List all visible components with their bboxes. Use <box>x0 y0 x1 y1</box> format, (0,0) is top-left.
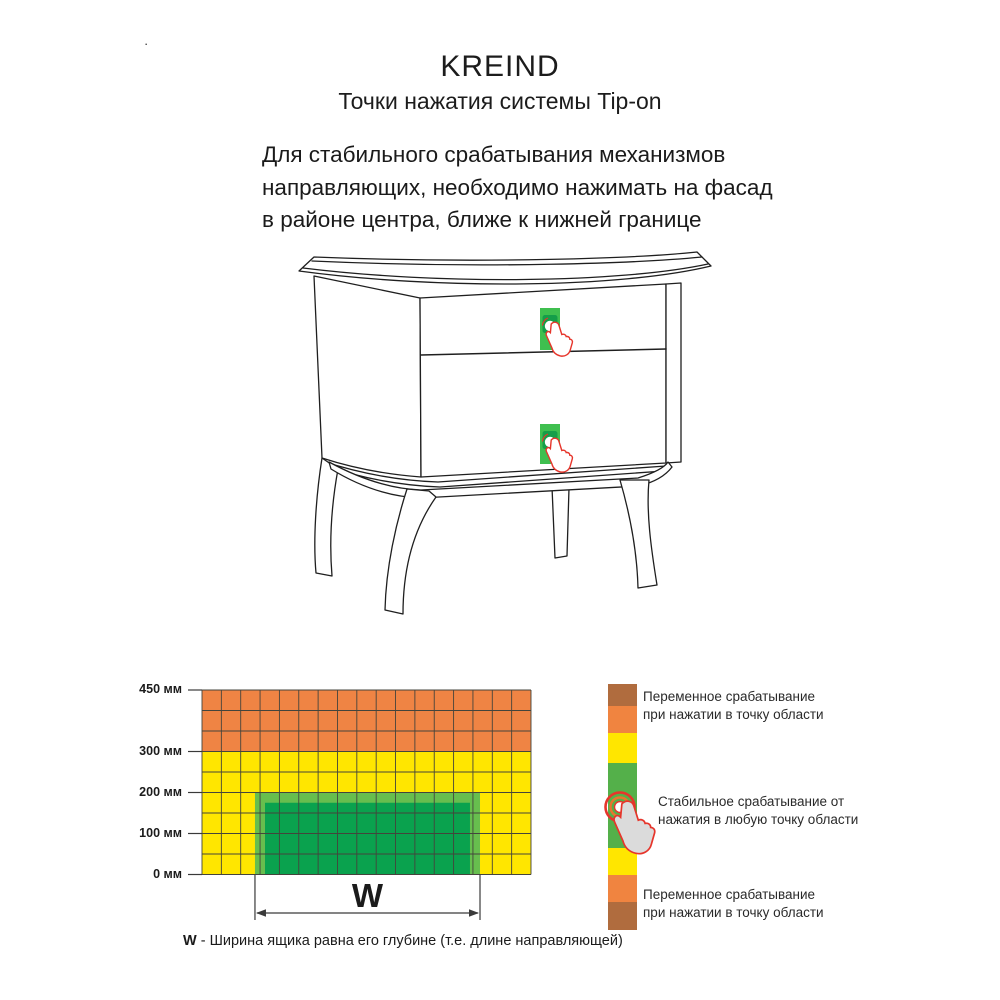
axis-tick-label: 0 мм <box>153 866 182 881</box>
page-title: KREIND <box>440 50 560 83</box>
legend-item-variable-top: Переменное срабатывание при нажатии в точку области <box>643 689 824 722</box>
axis-tick-label: 200 мм <box>139 784 182 799</box>
legend-bar-segment <box>608 733 637 763</box>
legend-bar-segment <box>608 706 637 733</box>
side-panel <box>314 276 421 477</box>
width-dimension-label: W <box>351 877 384 914</box>
zone-stable-response-inner <box>265 803 470 875</box>
axis-tick-label: 450 мм <box>139 682 182 696</box>
footnote <box>183 933 623 949</box>
right-stile <box>666 283 681 463</box>
legend-bar-segment <box>608 684 637 706</box>
legend-item-stable: Стабильное срабатывание от нажатия в любую точку области <box>658 794 859 827</box>
legend-item-variable-bottom: Переменное срабатывание при нажатии в точку области <box>643 887 824 920</box>
legend-bar-segment <box>608 902 637 930</box>
stray-dot: · <box>144 36 149 51</box>
footnote-text: - Ширина ящика равна его глубине (т.е. длине направляющей) <box>200 933 623 949</box>
description-line: Для стабильного срабатывания механизмов <box>262 142 726 167</box>
footnote-term: W <box>183 933 197 949</box>
back-right-leg <box>552 487 569 558</box>
front-left-leg <box>385 489 436 614</box>
nightstand-line-drawing <box>240 240 800 630</box>
back-left-leg <box>315 458 338 576</box>
axis-tick-label: 100 мм <box>139 825 182 840</box>
front-right-leg <box>620 480 657 588</box>
axis-tick-label: 300 мм <box>139 743 182 758</box>
description-paragraph <box>262 139 773 237</box>
description-line: направляющих, необходимо нажимать на фасад <box>262 174 773 200</box>
description-line: в районе центра, ближе к нижней границе <box>262 207 702 232</box>
legend-bar-segment <box>608 875 637 902</box>
page-subtitle: Точки нажатия системы Tip-on <box>338 88 662 114</box>
zone-variable-response-top <box>202 690 531 752</box>
